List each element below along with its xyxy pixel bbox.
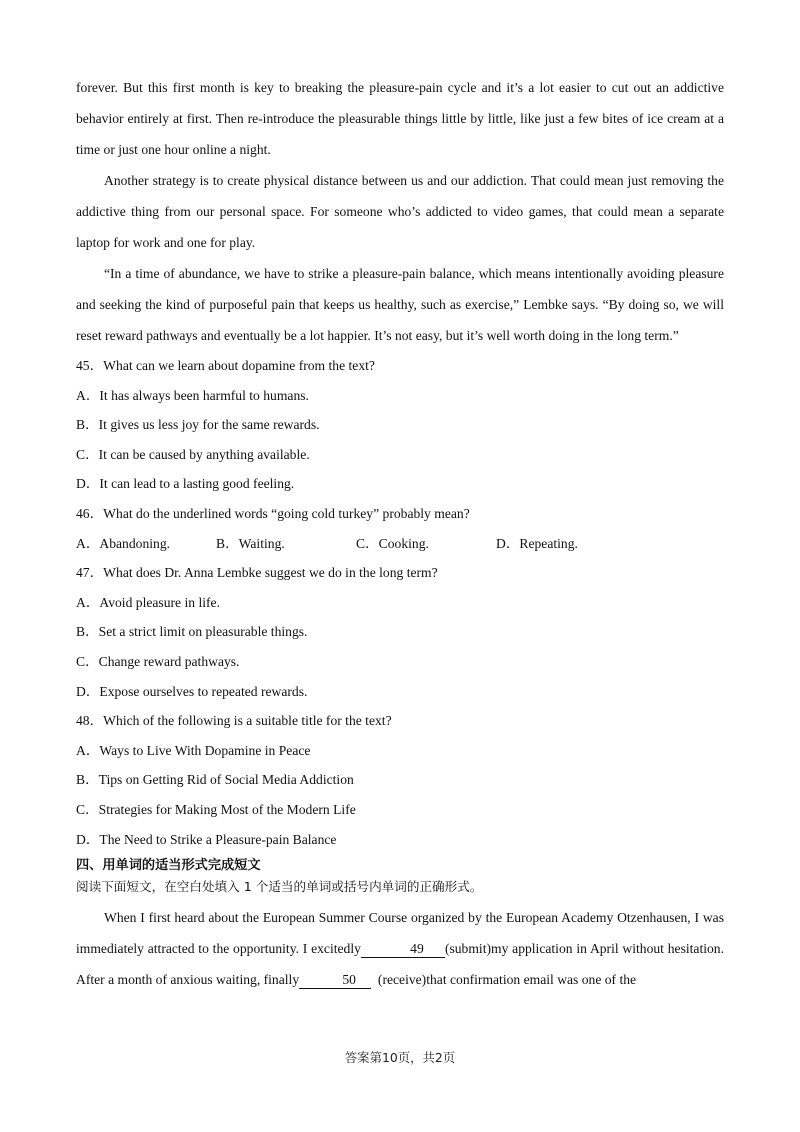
option-b: B．Waiting.	[216, 535, 285, 551]
question-45	[76, 351, 724, 499]
option-a: A．Abandoning.	[76, 535, 171, 551]
question-47	[76, 558, 724, 706]
options-row	[76, 529, 724, 559]
option-d: D．Repeating.	[496, 535, 578, 551]
option-a: A．Ways to Live With Dopamine in Peace	[76, 742, 311, 758]
question-stem: 45．What can we learn about dopamine from the text?	[76, 358, 375, 373]
blank-49: 49	[361, 941, 445, 958]
section-title: 四、用单词的适当形式完成短文	[76, 858, 261, 874]
blank-50: 50	[299, 972, 371, 989]
option-b: B．Set a strict limit on pleasurable things.	[76, 624, 308, 640]
option-d: D．It can lead to a lasting good feeling.	[76, 476, 295, 492]
cloze-text-a: When I first heard about the European Summer Course organized by the European Academy Otzenhausen, I was immediately attracted to the opportunity. I excitedly	[76, 910, 724, 957]
page-content	[76, 72, 724, 995]
option-a: A．Avoid pleasure in life.	[76, 594, 220, 610]
option-d: D．Expose ourselves to repeated rewards.	[76, 683, 308, 699]
option-c: C．Change reward pathways.	[76, 653, 240, 669]
cloze-paragraph	[76, 902, 724, 995]
option-a: A．It has always been harmful to humans.	[76, 387, 309, 403]
option-b: B．Tips on Getting Rid of Social Media Addiction	[76, 772, 354, 788]
cloze-text-b: (submit)my application in April without hesitation. After a month of anxious waiting, finally	[76, 941, 725, 988]
question-stem: 48．Which of the following is a suitable title for the text?	[76, 713, 392, 729]
option-d: D．The Need to Strike a Pleasure-pain Balance	[76, 831, 337, 847]
passage-paragraph-3: “In a time of abundance, we have to strike a pleasure-pain balance, which means intentionally avoiding pleasure and seeking the kind of purposeful pain that keeps us healthy, such as exercise,” Lembke says. “By doing so, we will reset reward pathways and eventually be a lot happier. It’s not easy, but it’s well worth doing in the long term.”	[76, 266, 724, 343]
page-footer: 答案第10页，共2页	[344, 1050, 456, 1065]
question-stem: 46．What do the underlined words “going cold turkey” probably mean?	[76, 505, 470, 521]
option-c: C．Strategies for Making Most of the Modern Life	[76, 801, 356, 817]
option-b: B．It gives us less joy for the same rewards.	[76, 417, 320, 433]
cloze-text-c: (receive)that confirmation email was one of the	[377, 972, 637, 988]
question-48	[76, 706, 724, 854]
section-instruction: 阅读下面短文，在空白处填入 1 个适当的单词或括号内单词的正确形式。	[76, 879, 483, 895]
question-46	[76, 499, 724, 558]
passage-paragraph-2: Another strategy is to create physical distance between us and our addiction. That could mean just removing the addictive thing from our personal space. For someone who’s addicted to video games, that could mean a separate laptop for work and one for play.	[76, 173, 724, 250]
question-stem: 47．What does Dr. Anna Lembke suggest we do in the long term?	[76, 565, 438, 581]
passage-paragraph-1: forever. But this first month is key to breaking the pleasure-pain cycle and it’s a lot easier to cut out an addictive behavior entirely at first. Then re-introduce the pleasurable things little by little, like just a few bites of ice cream at a time or just one hour online a night.	[76, 80, 724, 157]
option-c: C．It can be caused by anything available.	[76, 446, 310, 462]
option-c: C．Cooking.	[356, 535, 429, 551]
